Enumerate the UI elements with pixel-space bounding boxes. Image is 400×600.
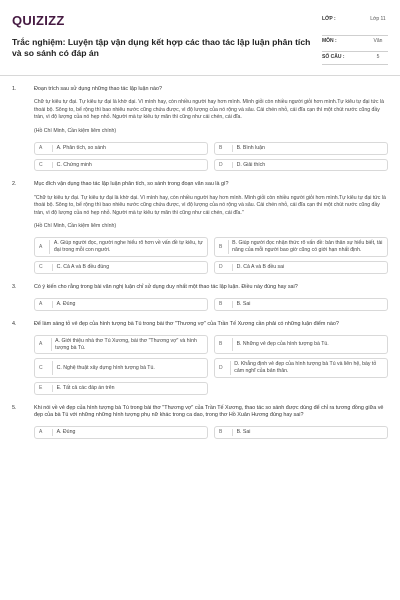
option-text: E. Tất cả các đáp án trên xyxy=(56,384,115,391)
meta-key: MÔN : xyxy=(322,38,337,44)
question-3 xyxy=(12,284,388,311)
question-number: 5. xyxy=(12,404,17,411)
option-d[interactable] xyxy=(214,261,388,274)
option-grid xyxy=(34,237,388,273)
option-letter: D xyxy=(219,263,223,270)
option-letter: A xyxy=(39,144,43,151)
option-grid xyxy=(34,426,388,439)
option-e[interactable] xyxy=(34,382,208,395)
option-a[interactable] xyxy=(34,237,208,257)
option-letter: C xyxy=(39,364,43,371)
option-a[interactable] xyxy=(34,142,208,155)
option-c[interactable] xyxy=(34,358,208,378)
option-text: B. Bình luận xyxy=(236,144,265,151)
question-1 xyxy=(12,86,388,171)
option-text: B. Giúp người đọc nhận thức rõ vấn đề: bản thân sự hiểu biết, tài năng của mỗi người bao giờ cũng có giới hạn nhất định. xyxy=(232,240,383,254)
option-grid xyxy=(34,298,388,311)
option-b[interactable] xyxy=(214,237,388,257)
header-divider xyxy=(0,75,400,76)
option-letter: C xyxy=(39,263,43,270)
option-grid xyxy=(34,142,388,172)
question-text: Đoạn trích sau sử dụng những thao tác lập luận nào? xyxy=(34,86,162,92)
meta-value: 5 xyxy=(376,54,380,60)
question-passage: "Chữ tự kiêu tự đại. Tự kiêu tự đại là khờ dại. Vì mình hay, còn nhiều người hay hơn mình. Mình giỏi còn nhiều người giỏi hơn mình.Tự kiêu tự đại tức là thoái bộ. Sông to, bể rộng thì bao nhiêu nước cũng chứa được, vì độ lượng của nó rộng và sâu. Cái chén nhỏ, cái đĩa cạn thì một chút nước cũng đầy tràn, vì độ lượng của nó hẹp nhỏ. Người mà tự kiêu tự mãn thì cũng như cái chén, cái đĩa." xyxy=(34,194,386,216)
meta-row-subject xyxy=(322,36,388,52)
option-b[interactable] xyxy=(214,426,388,439)
option-a[interactable] xyxy=(34,298,208,311)
option-text: C. Nghệ thuật xây dựng hình tượng bà Tú. xyxy=(56,364,155,371)
passage-source: (Hồ Chí Minh, Cần kiệm liêm chính) xyxy=(34,223,117,230)
option-a[interactable] xyxy=(34,426,208,439)
option-d[interactable] xyxy=(214,358,388,378)
question-number: 4. xyxy=(12,320,17,327)
option-text: B. Sai xyxy=(236,429,251,436)
option-text: A. Giúp người đọc, người nghe hiểu rõ hơn về vấn đề tự kiêu, tự đại trong mỗi con người. xyxy=(53,240,203,254)
meta-value: Lớp 11 xyxy=(370,16,386,22)
question-text: Để làm sáng tỏ vẻ đẹp của hình tượng bà Tú trong bài thơ "Thương vợ" của Trần Tế Xương cần phải có những luận điểm nào? xyxy=(34,320,339,327)
option-b[interactable] xyxy=(214,335,388,355)
option-text: D. Khẳng định vẻ đẹp của hình tượng bà Tú và liên hệ, bày tỏ cảm nghĩ của bản thân. xyxy=(234,361,377,375)
question-number: 1. xyxy=(12,86,17,92)
option-text: B. Những vẻ đẹp của hình tượng bà Tú. xyxy=(236,341,329,348)
option-letter: E xyxy=(39,384,43,391)
question-number: 3. xyxy=(12,283,17,290)
option-letter: B xyxy=(219,341,223,348)
question-number: 2. xyxy=(12,181,17,188)
question-list xyxy=(12,86,388,449)
question-5 xyxy=(12,405,388,439)
question-text: Mục đích vận dụng thao tác lập luận phân tích, so sánh trong đoạn văn sau là gì? xyxy=(34,181,229,188)
option-c[interactable] xyxy=(34,159,208,172)
option-letter: B xyxy=(219,144,223,151)
option-letter: C xyxy=(39,161,43,168)
meta-panel xyxy=(322,14,388,65)
option-text: D. Cả A và B đều sai xyxy=(236,263,285,270)
page-title: Trắc nghiệm: Luyện tập vận dụng kết hợp các thao tác lập luận phân tích và so sánh có đáp án xyxy=(12,37,311,59)
question-2 xyxy=(12,181,388,273)
option-text: D. Giải thích xyxy=(236,161,266,168)
question-text: Có ý kiến cho rằng trong bài văn nghị luận chỉ sử dụng duy nhất một thao tác lập luận. Điều này đúng hay sai? xyxy=(34,283,298,290)
quizizz-logo: QUIZIZZ xyxy=(12,13,65,28)
option-b[interactable] xyxy=(214,142,388,155)
option-letter: B xyxy=(219,429,223,436)
option-letter: B xyxy=(219,243,223,250)
option-text: C. Chứng minh xyxy=(56,161,92,168)
option-grid xyxy=(34,335,388,395)
question-4 xyxy=(12,321,388,395)
option-a[interactable] xyxy=(34,335,208,355)
option-text: A. Giới thiệu nhà thơ Tú Xương, bài thơ "Thương vợ" và hình tượng bà Tú. xyxy=(55,337,197,351)
option-c[interactable] xyxy=(34,261,208,274)
option-letter: A xyxy=(39,429,43,436)
option-letter: B xyxy=(219,300,223,307)
passage-source: (Hồ Chí Minh, Cần kiệm liêm chính) xyxy=(34,127,117,134)
meta-row-count xyxy=(322,52,388,65)
option-letter: A xyxy=(39,243,43,250)
option-text: A. Đúng xyxy=(56,429,76,436)
option-letter: D xyxy=(219,364,223,371)
option-text: A. Đúng xyxy=(56,300,76,307)
option-letter: A xyxy=(39,341,43,348)
option-b[interactable] xyxy=(214,298,388,311)
meta-key: SỐ CÂU : xyxy=(322,54,345,60)
option-letter: D xyxy=(219,161,223,168)
option-letter: A xyxy=(39,300,43,307)
option-d[interactable] xyxy=(214,159,388,172)
option-text: B. Sai xyxy=(236,300,251,307)
question-passage: Chữ tự kiêu tự đại. Tự kiêu tự đại là khờ dại. Vì mình hay, còn nhiều người hay hơn mình. Mình giỏi còn nhiều người giỏi hơn mình.Tự kiêu tự đại tức là thoái bộ. Sông to, bể rộng thì bao nhiêu nước cũng chứa được, vì độ lượng của nó rộng và sâu. Cái chén nhỏ, cái đĩa cạn thì một chút nước cũng đầy tràn, vì độ lượng của nó hẹp nhỏ. Người mà tự kiêu tự mãn thì cũng như cái chén, cái đĩa. xyxy=(34,99,384,121)
question-text: Khi nói về vẻ đẹp của hình tượng bà Tú trong bài thơ "Thương vợ" của Trần Tế Xương, thao tác so sánh được dùng để chỉ ra tương đồng giữa vẻ đẹp của bà Tú với những những hình tượng phụ nữ khác trong ca dao, trong thơ Hồ Xuân Hương đúng hay sai? xyxy=(34,404,384,418)
option-text: A. Phân tích, so sánh xyxy=(56,144,106,151)
meta-value: Văn xyxy=(373,38,383,44)
meta-key: LỚP : xyxy=(322,16,336,22)
option-text: C. Cả A và B đều đúng xyxy=(56,263,110,270)
meta-row-grade xyxy=(322,14,388,36)
